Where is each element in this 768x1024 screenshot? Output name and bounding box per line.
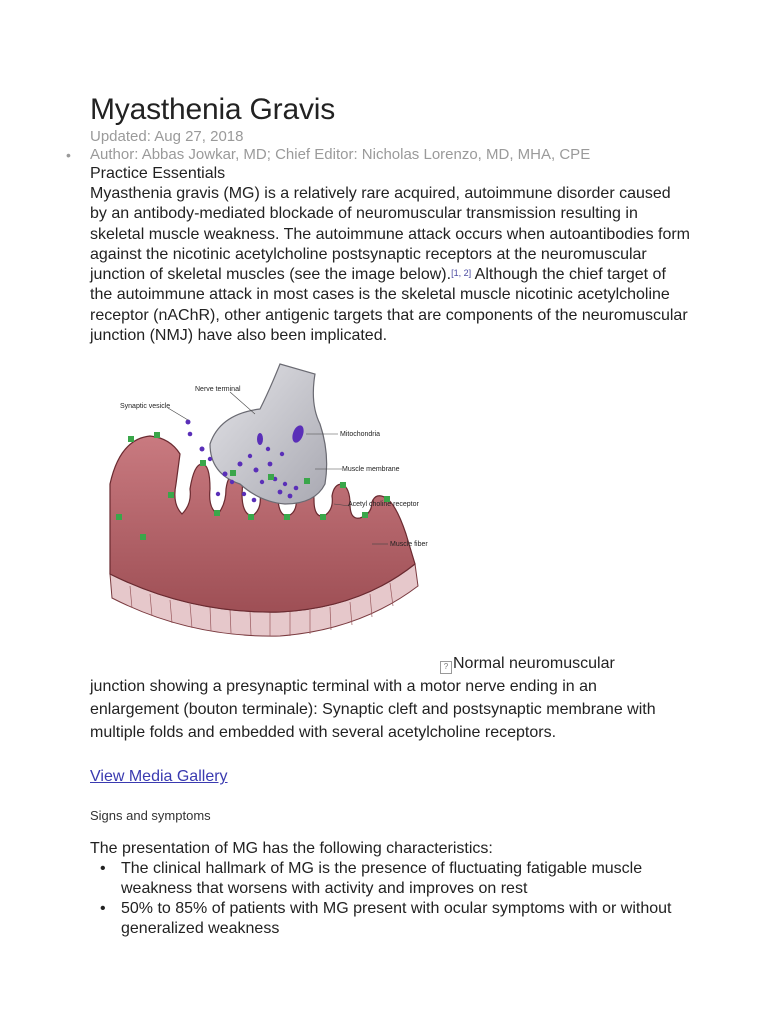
section-heading: Practice Essentials	[90, 165, 226, 182]
figure-caption	[90, 652, 690, 744]
figure-container	[90, 364, 690, 654]
citation-link[interactable]: [1, 2]	[451, 268, 472, 279]
mitochondrion	[257, 433, 263, 445]
page-title: Myasthenia Gravis	[90, 93, 336, 126]
signs-intro: The presentation of MG has the following characteristics:	[90, 840, 493, 858]
bullet-icon: •	[100, 900, 106, 918]
list-item: • The clinical hallmark of MG is the presence of fluctuating fatigable muscle weakness that worsens with activity and improves on rest	[100, 860, 643, 898]
intro-paragraph	[90, 184, 690, 346]
label-nerve-terminal: Nerve terminal	[195, 386, 241, 394]
bullet-icon: •	[66, 147, 71, 163]
caption-rest: junction showing a presynaptic terminal with a motor nerve ending in an enlargement (bouton terminale): Synaptic cleft and postsynaptic membrane with multiple folds and embedded with several acetylcholine receptors.	[90, 678, 656, 742]
neuromuscular-junction-figure[interactable]	[110, 364, 428, 654]
broken-image-icon: ?	[440, 661, 452, 674]
label-synaptic-vesicle: Synaptic vesicle	[120, 403, 171, 411]
signs-heading: Signs and symptoms	[90, 808, 211, 824]
label-muscle-membrane: Muscle membrane	[342, 466, 400, 474]
label-ach-receptor: Acetyl choline receptor	[348, 501, 419, 509]
bullet-icon: •	[100, 860, 106, 878]
label-mitochondria: Mitochondria	[340, 431, 381, 439]
paragraph-part1: Myasthenia gravis (MG) is a relatively rare acquired, autoimmune disorder caused by an antibody-mediated blockade of neuromuscular transmission resulting in skeletal muscle weakness. The autoimmune attack occurs when autoantibodies form against the nicotinic acetylcholine postsynaptic receptors at the neuromuscular junction of skeletal muscles (see the image below).	[90, 185, 691, 284]
updated-date: Updated: Aug 27, 2018	[90, 128, 244, 145]
author-line	[66, 146, 690, 164]
article	[66, 92, 691, 939]
author-text: Author: Abbas Jowkar, MD; Chief Editor: Nicholas Lorenzo, MD, MHA, CPE	[90, 146, 591, 163]
signs-list	[90, 859, 690, 939]
paragraph-part2: Although the chief target of the autoimmune attack in most cases is the skeletal muscle nicotinic acetylcholine receptor (nAChR), other antigenic targets that are components of the neuromuscular junction (NMJ) have also been implicated.	[90, 266, 688, 345]
label-muscle-fiber: Muscle fiber	[390, 541, 428, 549]
caption-first: Normal neuromuscular	[453, 655, 615, 673]
list-item: • 50% to 85% of patients with MG present with ocular symptoms with or without generalized weakness	[100, 900, 672, 938]
view-media-gallery-link[interactable]: View Media Gallery	[90, 768, 228, 786]
